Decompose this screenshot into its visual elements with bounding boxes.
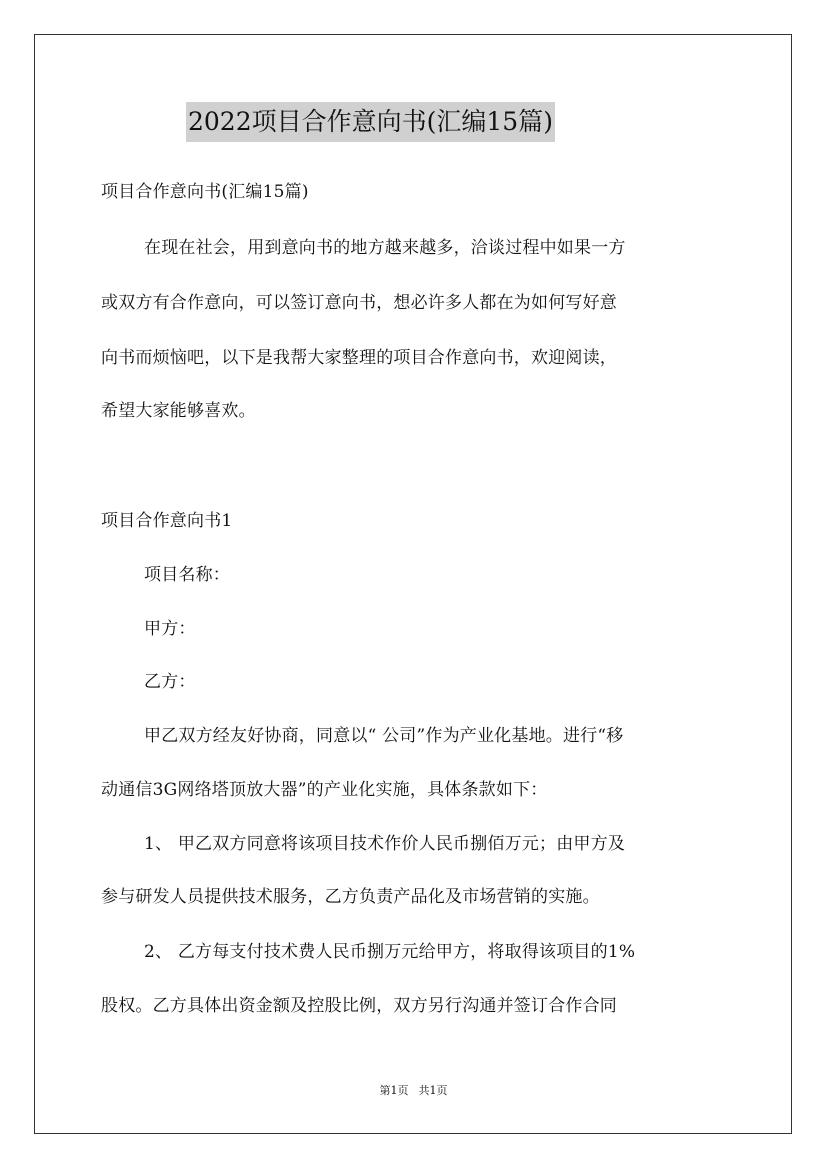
- subtitle: 项目合作意向书(汇编15篇): [101, 182, 309, 202]
- body-line: 甲乙双方经友好协商，同意以“ 公司”作为产业化基地。进行“移: [144, 726, 624, 746]
- intro-line: 或双方有合作意向，可以签订意向书，想必许多人都在为如何写好意: [101, 293, 617, 313]
- intro-line: 在现在社会，用到意向书的地方越来越多，洽谈过程中如果一方: [144, 238, 626, 258]
- project-name-field: 项目名称：: [144, 565, 230, 585]
- intro-line: 向书而烦恼吧，以下是我帮大家整理的项目合作意向书，欢迎阅读，: [101, 348, 617, 368]
- page-total: 共1页: [418, 1084, 448, 1097]
- body-line: 1、 甲乙双方同意将该项目技术作价人民币捌佰万元；由甲方及: [144, 834, 626, 854]
- body-line: 动通信3G网络塔顶放大器”的产业化实施，具体条款如下：: [101, 780, 548, 800]
- party-a-field: 甲方：: [144, 619, 196, 639]
- body-line: 股权。乙方具体出资金额及控股比例，双方另行沟通并签订合作合同: [101, 996, 617, 1016]
- body-line: 2、 乙方每支付技术费人民币捌万元给甲方，将取得该项目的1%: [144, 942, 636, 962]
- party-b-field: 乙方：: [144, 672, 196, 692]
- body-line: 参与研发人员提供技术服务，乙方负责产品化及市场营销的实施。: [101, 887, 600, 907]
- document-title: 2022项目合作意向书(汇编15篇): [186, 102, 555, 142]
- section-heading: 项目合作意向书1: [101, 511, 233, 531]
- intro-line: 希望大家能够喜欢。: [101, 401, 256, 421]
- page-number: 第1页: [379, 1084, 409, 1097]
- page-footer: [0, 1084, 827, 1098]
